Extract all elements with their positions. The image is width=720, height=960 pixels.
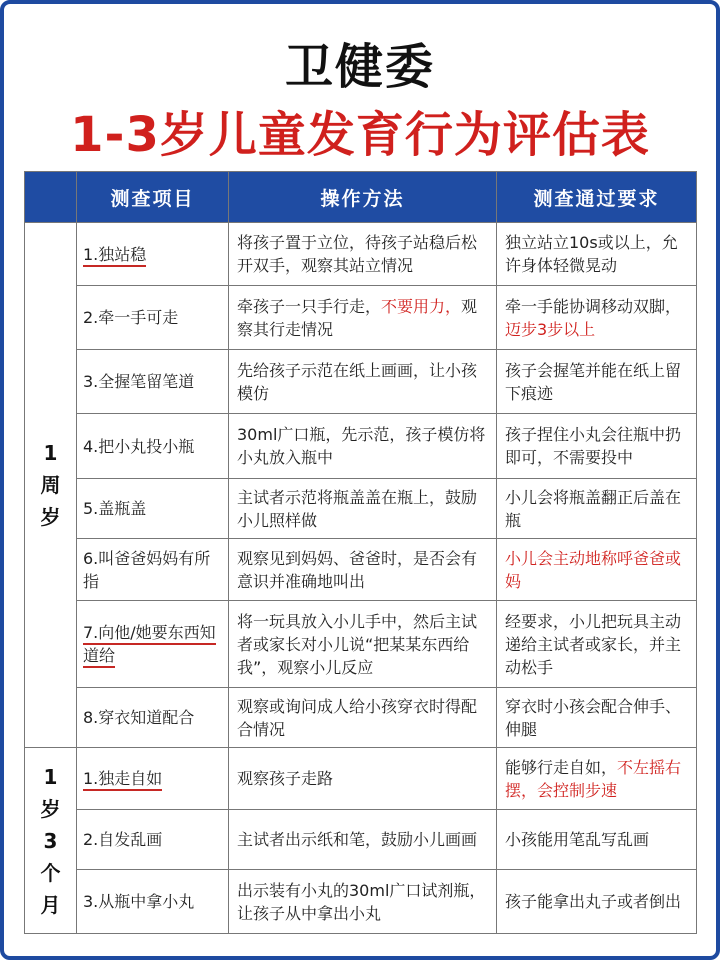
item-cell: 2.牵一手可走 bbox=[77, 286, 229, 350]
header-requirement: 测查通过要求 bbox=[497, 172, 697, 223]
method-cell: 观察见到妈妈、爸爸时，是否会有意识并准确地叫出 bbox=[229, 539, 497, 601]
method-cell: 牵孩子一只手行走，不要用力，观察其行走情况 bbox=[229, 286, 497, 350]
requirement-cell: 牵一手能协调移动双脚，迈步3步以上 bbox=[497, 286, 697, 350]
table-row bbox=[25, 286, 697, 350]
header-item: 测查项目 bbox=[77, 172, 229, 223]
item-cell: 5.盖瓶盖 bbox=[77, 479, 229, 539]
table-row bbox=[25, 748, 697, 810]
table-row bbox=[25, 414, 697, 479]
table-row bbox=[25, 810, 697, 870]
requirement-cell: 小儿会主动地称呼爸爸或妈 bbox=[497, 539, 697, 601]
requirement-cell: 小孩能用笔乱写乱画 bbox=[497, 810, 697, 870]
item-cell: 6.叫爸爸妈妈有所指 bbox=[77, 539, 229, 601]
page-title: 卫健委 bbox=[284, 39, 435, 95]
assessment-table bbox=[24, 171, 697, 934]
method-cell: 将孩子置于立位，待孩子站稳后松开双手，观察其站立情况 bbox=[229, 223, 497, 286]
method-cell: 观察孩子走路 bbox=[229, 748, 497, 810]
method-cell: 先给孩子示范在纸上画画，让小孩模仿 bbox=[229, 350, 497, 414]
table-row bbox=[25, 479, 697, 539]
header-age-cell bbox=[25, 172, 77, 223]
method-cell: 主试者示范将瓶盖盖在瓶上，鼓励小儿照样做 bbox=[229, 479, 497, 539]
table-row bbox=[25, 601, 697, 688]
header-method: 操作方法 bbox=[229, 172, 497, 223]
item-cell: 7.向他/她要东西知道给 bbox=[77, 601, 229, 688]
method-cell: 出示装有小丸的30ml广口试剂瓶，让孩子从中拿出小丸 bbox=[229, 870, 497, 934]
method-cell: 将一玩具放入小儿手中，然后主试者或家长对小儿说“把某某东西给我”，观察小儿反应 bbox=[229, 601, 497, 688]
table-row bbox=[25, 350, 697, 414]
table-row bbox=[25, 539, 697, 601]
requirement-cell: 小儿会将瓶盖翻正后盖在瓶 bbox=[497, 479, 697, 539]
requirement-cell: 孩子会握笔并能在纸上留下痕迹 bbox=[497, 350, 697, 414]
method-cell: 主试者出示纸和笔，鼓励小儿画画 bbox=[229, 810, 497, 870]
requirement-cell: 孩子捏住小丸会往瓶中扔即可，不需要投中 bbox=[497, 414, 697, 479]
requirement-cell: 孩子能拿出丸子或者倒出 bbox=[497, 870, 697, 934]
item-cell: 8.穿衣知道配合 bbox=[77, 688, 229, 748]
table-header-row bbox=[25, 172, 697, 223]
requirement-cell: 独立站立10s或以上，允许身体轻微晃动 bbox=[497, 223, 697, 286]
age-group-2: 1 岁 3 个 月 bbox=[25, 748, 77, 934]
item-cell: 1.独走自如 bbox=[77, 748, 229, 810]
item-cell: 3.全握笔留笔道 bbox=[77, 350, 229, 414]
requirement-cell: 经要求，小儿把玩具主动递给主试者或家长，并主动松手 bbox=[497, 601, 697, 688]
item-cell: 3.从瓶中拿小丸 bbox=[77, 870, 229, 934]
table-row bbox=[25, 223, 697, 286]
item-cell: 1.独站稳 bbox=[77, 223, 229, 286]
requirement-cell: 能够行走自如，不左摇右摆，会控制步速 bbox=[497, 748, 697, 810]
method-cell: 30ml广口瓶，先示范，孩子模仿将小丸放入瓶中 bbox=[229, 414, 497, 479]
age-group-1: 1 周 岁 bbox=[25, 223, 77, 748]
table-row bbox=[25, 870, 697, 934]
item-cell: 4.把小丸投小瓶 bbox=[77, 414, 229, 479]
requirement-cell: 穿衣时小孩会配合伸手、伸腿 bbox=[497, 688, 697, 748]
page-subtitle: 1-3岁儿童发育行为评估表 bbox=[70, 107, 650, 163]
item-cell: 2.自发乱画 bbox=[77, 810, 229, 870]
method-cell: 观察或询问成人给小孩穿衣时得配合情况 bbox=[229, 688, 497, 748]
table-row bbox=[25, 688, 697, 748]
